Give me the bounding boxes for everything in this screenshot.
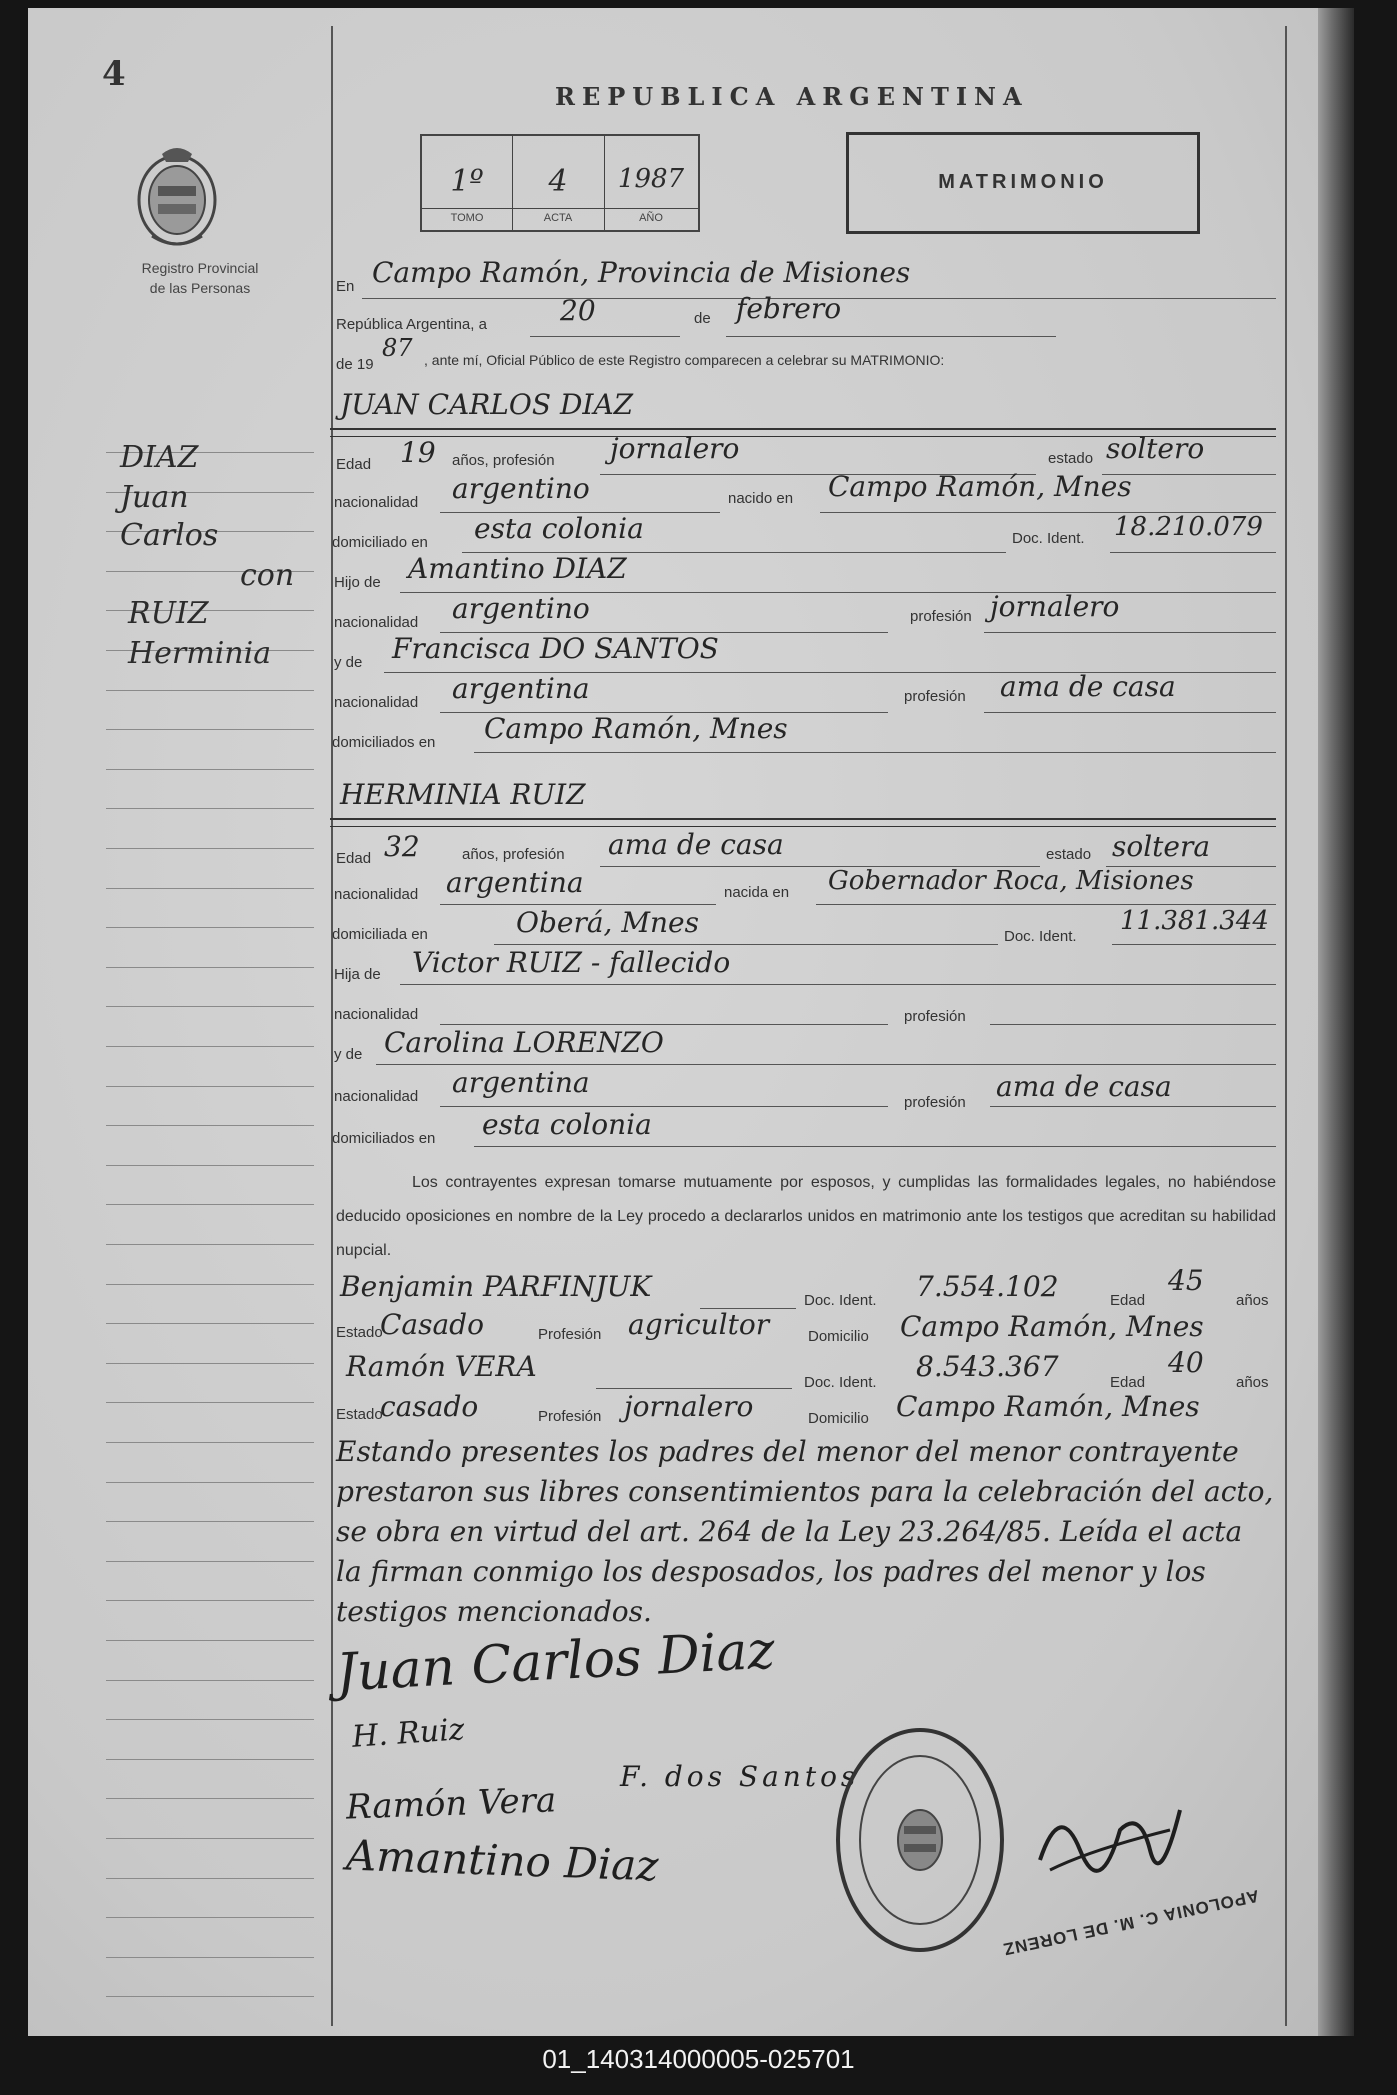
tomo-label: TOMO [422,208,512,224]
groom-label-hijo: Hijo de [334,574,381,591]
margin-rule-line [106,1719,314,1720]
groom-label-domiciliados: domiciliados en [332,734,436,751]
witness-1-label-prof: Profesión [538,1326,602,1343]
witness-2-label-doc: Doc. Ident. [804,1374,877,1391]
witness-1-domicile: Campo Ramón, Mnes [900,1310,1204,1343]
groom-born-in: Campo Ramón, Mnes [828,470,1132,503]
bride-domicile: Oberá, Mnes [516,906,699,939]
bride-status: soltera [1112,830,1211,863]
groom-doc: 18.210.079 [1114,512,1263,542]
margin-rule-line [106,1402,314,1403]
groom-profession: jornalero [610,432,740,465]
bride-label-hija: Hija de [334,966,381,983]
witness-1-label-anos: años [1236,1292,1269,1309]
ano-value: 1987 [617,164,685,194]
witness-1-label-edad: Edad [1110,1292,1146,1309]
margin-surname-bride: RUIZ [128,596,209,631]
groom-parents-domicile: Campo Ramón, Mnes [484,712,788,745]
signature-groom: Juan Carlos Diaz [334,1620,777,1704]
registry-label [100,258,300,298]
witness-1-label-estado: Estado [336,1324,383,1341]
bride-mother-prof-line [990,1106,1276,1107]
groom-mother: Francisca DO SANTOS [392,632,719,665]
margin-rule-line [106,848,314,849]
margin-rule-line [106,1878,314,1879]
ano-cell [604,136,698,230]
bride-mother-label-nac: nacionalidad [334,1088,419,1105]
official-signature-scribble [1030,1790,1190,1890]
witness-2-doc: 8.543.367 [916,1350,1059,1383]
margin-rule-line [106,1244,314,1245]
bride-label-nacida: nacida en [724,884,790,901]
margin-con: con [240,558,295,593]
groom-label-nacido: nacido en [728,490,794,507]
margin-rule-line [106,1323,314,1324]
witness-2-profession: jornalero [624,1390,754,1423]
register-page [28,8,1354,2036]
tomo-cell [422,136,513,230]
registry-line-1: Registro Provincial [141,260,259,276]
margin-rule-line [106,769,314,770]
groom-age: 19 [400,436,436,469]
margin-rule-line [106,1482,314,1483]
bride-label-estado: estado [1046,846,1092,863]
groom-parents-dom-line [474,752,1276,753]
margin-rule-line [106,1561,314,1562]
witness-1-status: Casado [380,1308,484,1341]
groom-label-y-de: y de [334,654,363,671]
book-spine [1318,8,1354,2036]
bride-profession: ama de casa [608,828,784,861]
margin-rule-line [106,967,314,968]
margin-given-name-2: Carlos [120,518,219,553]
groom-label-nacionalidad: nacionalidad [334,494,419,511]
bride-name: HERMINIA RUIZ [340,778,586,811]
witness-1-doc: 7.554.102 [916,1270,1059,1303]
bride-label-doc: Doc. Ident. [1004,928,1077,945]
groom-domicile: esta colonia [474,512,644,545]
witness-1-age: 45 [1168,1264,1204,1297]
bride-label-edad: Edad [336,850,372,867]
page-number: 4 [102,54,126,94]
groom-name-rule [330,428,1276,430]
month-value: febrero [736,292,842,325]
footer-id: 01_140314000005-025701 [542,2044,855,2074]
ano-label: AÑO [604,208,698,224]
label-republica: República Argentina, a [336,316,487,333]
groom-father-profession: jornalero [990,590,1120,623]
bride-label-nacionalidad: nacionalidad [334,886,419,903]
witness-2-label-domicilio: Domicilio [808,1410,869,1427]
witness-1-label-doc: Doc. Ident. [804,1292,877,1309]
right-border [1285,26,1287,2026]
bride-mother-nationality: argentina [452,1066,590,1099]
groom-label-edad: Edad [336,456,372,473]
bride-father-nat-line [440,1024,888,1025]
signature-mother: F. dos Santos [620,1760,860,1793]
acta-cell [512,136,605,230]
margin-rule-line [106,1363,314,1364]
witness-1-profession: agricultor [628,1308,770,1341]
bride-label-y-de: y de [334,1046,363,1063]
margin-rule-line [106,690,314,691]
bride-name-rule-2 [330,826,1276,827]
label-en: En [336,278,355,295]
bride-mother-profession: ama de casa [996,1070,1172,1103]
bride-doc: 11.381.344 [1120,906,1269,936]
document-title: REPUBLICA ARGENTINA [555,82,1029,111]
provincial-emblem-icon [132,140,222,252]
place-value: Campo Ramón, Provincia de Misiones [372,256,911,289]
signature-bride: H. Ruiz [350,1712,466,1755]
tomo-value: 1º [450,164,484,199]
bride-domicile-line [494,944,998,945]
margin-rule-line [106,808,314,809]
signature-witness-vera: Ramón Vera [345,1780,557,1828]
groom-label-doc: Doc. Ident. [1012,530,1085,547]
witness-2-age: 40 [1168,1346,1204,1379]
witness-2-name: Ramón VERA [346,1350,537,1383]
declaration-text: Los contrayentes expresan tomarse mutuamente por esposos, y cumplidas las formalidades legales, no habiéndose deducido oposiciones en nombre de la Ley procedo a declararlos unidos en matrimonio ante los testigos que acreditan su habilidad nupcial. [336,1174,1276,1259]
margin-rule-line [106,1957,314,1958]
margin-rule-line [106,1165,314,1166]
witness-2-name-line [596,1388,792,1389]
groom-father-prof-line [984,632,1276,633]
bride-mother-label-prof: profesión [904,1094,966,1111]
label-de-year: de 19 [336,356,374,373]
margin-rule-line [106,1759,314,1760]
margin-rule-line [106,1284,314,1285]
groom-father-nationality: argentino [452,592,590,625]
margin-rule-line [106,1917,314,1918]
margin-rule-line [106,888,314,889]
groom-status: soltero [1106,432,1205,465]
bride-nationality: argentina [446,866,584,899]
margin-rule-line [106,1006,314,1007]
label-comparecen: , ante mí, Oficial Público de este Registro comparecen a celebrar su MATRIMONIO: [424,352,945,368]
witness-1-name: Benjamin PARFINJUK [340,1270,652,1303]
label-de-month: de [694,310,711,327]
registry-line-2: de las Personas [149,280,251,296]
groom-mother-label-nac: nacionalidad [334,694,419,711]
bride-parents-dom-line [474,1146,1276,1147]
groom-mother-nationality: argentina [452,672,590,705]
bride-mother: Carolina LORENZO [384,1026,664,1059]
margin-rule-line [106,1600,314,1601]
groom-mother-profession: ama de casa [1000,670,1176,703]
bride-mother-line [376,1064,1276,1065]
acta-label: ACTA [512,208,604,224]
groom-father: Amantino DIAZ [408,552,627,585]
margin-rule-line [106,1046,314,1047]
bride-father-label-prof: profesión [904,1008,966,1025]
bride-label-domiciliada: domiciliada en [332,926,428,943]
consent-note: Estando presentes los padres del menor del menor contrayente prestaron sus libres consentimientos para la celebración del acto, se obra en virtud del art. 264 de la Ley 23.264/85. Leída el acta la firman conmigo los desposados, los padres del menor y los testigos mencionados. [336,1435,1274,1628]
groom-mother-label-prof: profesión [904,688,966,705]
day-line [530,336,680,337]
bride-parents-domicile: esta colonia [482,1108,652,1141]
bride-name-rule [330,818,1276,820]
margin-rule-line [106,1680,314,1681]
margin-given-name-bride: Herminia [128,636,272,671]
bride-father-prof-line [990,1024,1276,1025]
witness-2-status: casado [380,1390,479,1423]
margin-rule-line [106,1640,314,1641]
margin-given-name-1: Juan [120,480,189,515]
witness-2-label-estado: Estado [336,1406,383,1423]
record-reference-box [420,134,700,232]
bride-label-domiciliados: domiciliados en [332,1130,436,1147]
margin-rule-line [106,1521,314,1522]
groom-label-estado: estado [1048,450,1094,467]
acta-value: 4 [548,164,568,199]
witness-2-label-anos: años [1236,1374,1269,1391]
bride-father-line [400,984,1276,985]
day-value: 20 [560,294,596,327]
margin-rule-line [106,1086,314,1087]
record-type-box [846,132,1200,234]
margin-rule-line [106,1204,314,1205]
margin-rule-line [106,1442,314,1443]
witness-2-label-edad: Edad [1110,1374,1146,1391]
month-line [726,336,1056,337]
groom-label-anos-prof: años, profesión [452,452,555,469]
official-seal-icon [830,1720,1010,1960]
groom-name: JUAN CARLOS DIAZ [340,388,634,421]
witness-1-label-domicilio: Domicilio [808,1328,869,1345]
margin-rule-line [106,927,314,928]
margin-rule-line [106,1996,314,1997]
year-suffix-value: 87 [382,334,413,362]
signature-father: Amantino Diaz [345,1830,660,1891]
bride-mother-nat-line [440,1106,888,1107]
groom-father-label-nac: nacionalidad [334,614,419,631]
groom-doc-line [1110,552,1276,553]
groom-father-label-prof: profesión [910,608,972,625]
bride-born-line [816,904,1276,905]
groom-mother-prof-line [984,712,1276,713]
bride-nationality-line [440,904,716,905]
margin-rule-line [106,729,314,730]
bride-age: 32 [384,830,420,863]
bride-born-in: Gobernador Roca, Misiones [828,866,1194,896]
official-stamp-text: APOLONIA C. M. DE LORENZ [1000,1886,1261,1959]
groom-nationality: argentino [452,472,590,505]
groom-label-domiciliado: domiciliado en [332,534,428,551]
margin-surname-groom: DIAZ [120,440,199,475]
bride-label-anos-prof: años, profesión [462,846,565,863]
record-type: MATRIMONIO [938,171,1108,193]
witness-2-label-prof: Profesión [538,1408,602,1425]
bride-doc-line [1112,944,1276,945]
bride-father: Victor RUIZ - fallecido [412,946,731,979]
witness-2-domicile: Campo Ramón, Mnes [896,1390,1200,1423]
margin-rule-line [106,1798,314,1799]
margin-rule-line [106,1125,314,1126]
margin-divider [331,26,333,2026]
margin-rule-line [106,1838,314,1839]
bride-father-label-nac: nacionalidad [334,1006,419,1023]
